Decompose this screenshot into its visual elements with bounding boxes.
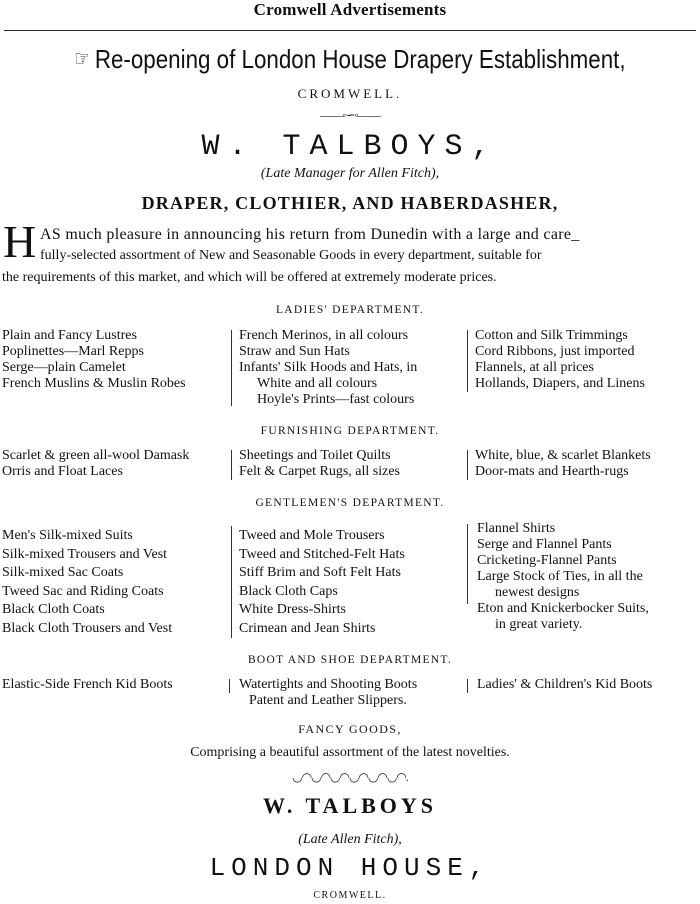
list-item: Orris and Float Laces	[2, 464, 123, 479]
list-item: Elastic-Side French Kid Boots	[2, 677, 173, 692]
headline	[49, 44, 651, 75]
list-item: Silk-mixed Trousers and Vest	[2, 546, 168, 562]
ladies-col-1	[2, 328, 186, 392]
gentlemen-col-2	[239, 527, 405, 639]
list-item: Ladies' & Children's Kid Boots	[477, 677, 653, 692]
gentlemen-col-3	[477, 521, 649, 633]
column-divider	[231, 330, 232, 406]
boot-col-3	[477, 677, 652, 693]
boot-col-1	[2, 677, 173, 693]
furnishing-col-3	[475, 448, 651, 480]
list-item: Flannel Shirts	[477, 521, 556, 536]
list-item: Hoyle's Prints—fast colours	[257, 392, 415, 407]
list-item: White, blue, & scarlet Blankets	[475, 448, 651, 463]
list-item: Men's Silk-mixed Suits	[2, 528, 133, 543]
list-item: Black Cloth Trousers and Vest	[2, 620, 173, 636]
list-item: Door-mats and Hearth-rugs	[475, 464, 629, 479]
list-item: in great variety.	[495, 617, 583, 632]
ornament-top: ——◦∽◦——	[320, 108, 380, 122]
intro-line-2: fully-selected assortment of New and Seasonable Goods in every department, suitable for	[40, 248, 542, 263]
list-item: Cotton and Silk Trimmings	[475, 328, 628, 343]
list-item: Poplinettes—Marl Repps	[2, 344, 144, 359]
list-item: Crimean and Jean Shirts	[239, 620, 376, 636]
section-title-gentlemen: GENTLEMEN'S DEPARTMENT.	[255, 497, 445, 509]
footer-name: W. TALBOYS	[262, 793, 438, 818]
list-item: White Dress-Shirts	[239, 602, 346, 618]
column-divider	[231, 450, 232, 480]
pointing-hand-icon: ☞	[74, 46, 90, 71]
gentlemen-col-1	[2, 527, 172, 639]
list-item: Tweed and Stitched-Felt Hats	[239, 546, 405, 562]
header-rule	[4, 30, 696, 31]
column-divider	[229, 679, 230, 693]
column-divider	[467, 450, 468, 480]
footer-town: CROMWELL.	[313, 890, 387, 901]
fancy-goods-title: FANCY GOODS,	[298, 722, 402, 736]
furnishing-col-1	[2, 448, 189, 480]
list-item: Black Cloth Coats	[2, 602, 105, 618]
running-head: Cromwell Advertisements	[253, 0, 447, 19]
list-item: Tweed and Mole Trousers	[239, 528, 385, 543]
section-title-ladies: LADIES' DEPARTMENT.	[275, 304, 425, 316]
list-item: Straw and Sun Hats	[239, 344, 350, 359]
footer-late: (Late Allen Fitch),	[298, 832, 402, 847]
list-item: Patent and Leather Slippers.	[249, 693, 407, 708]
intro-dropcap: H	[3, 216, 37, 267]
list-item: Watertights and Shooting Boots	[239, 677, 418, 692]
list-item: Eton and Knickerbocker Suits,	[477, 601, 649, 616]
column-divider	[231, 526, 232, 638]
list-item: White and all colours	[257, 376, 378, 391]
list-item: Serge and Flannel Pants	[477, 537, 612, 552]
headline-text: Re-opening of London House Drapery Establishment,	[94, 44, 626, 74]
list-item: Cord Ribbons, just imported	[475, 344, 635, 359]
intro-line-3: the requirements of this market, and which will be offered at extremely moderate prices.	[2, 270, 497, 285]
column-divider	[467, 679, 468, 693]
list-item: French Muslins & Muslin Robes	[2, 376, 186, 391]
list-item: Scarlet & green all-wool Damask	[2, 448, 190, 463]
section-title-boot: BOOT AND SHOE DEPARTMENT.	[247, 654, 453, 666]
column-divider	[467, 524, 468, 604]
list-item: Silk-mixed Sac Coats	[2, 565, 124, 581]
list-item: Hollands, Diapers, and Linens	[475, 376, 645, 391]
list-item: Serge—plain Camelet	[2, 360, 126, 375]
proprietor-trade: DRAPER, CLOTHIER, AND HABERDASHER,	[141, 193, 559, 213]
section-title-furnishing: FURNISHING DEPARTMENT.	[260, 425, 440, 437]
list-item: Black Cloth Caps	[239, 583, 338, 599]
list-item: Large Stock of Ties, in all the	[477, 569, 643, 584]
town-top: CROMWELL.	[297, 86, 403, 101]
list-item: Stiff Brim and Soft Felt Hats	[239, 565, 401, 581]
list-item: Felt & Carpet Rugs, all sizes	[239, 464, 400, 479]
ladies-col-2	[239, 328, 417, 408]
proprietor-name: W. TALBOYS,	[201, 130, 499, 164]
list-item: French Merinos, in all colours	[239, 328, 409, 343]
footer-house: LONDON HOUSE,	[209, 853, 491, 883]
list-item: Cricketing-Flannel Pants	[477, 553, 617, 568]
list-item: Sheetings and Toilet Quilts	[239, 448, 391, 463]
boot-col-2	[239, 677, 417, 709]
fancy-goods-text: Comprising a beautiful assortment of the latest novelties.	[190, 745, 510, 760]
furnishing-col-2	[239, 448, 400, 480]
intro-line-1: AS much pleasure in announcing his return from Dunedin with a large and care_	[40, 226, 580, 243]
column-divider	[467, 330, 468, 392]
ladies-col-3	[475, 328, 645, 392]
ornament-bottom: ◡◠◡◠◡◠◡◠◡◠◡◠.	[292, 770, 408, 784]
list-item: Plain and Fancy Lustres	[2, 328, 137, 343]
list-item: Infants' Silk Hoods and Hats, in	[239, 360, 418, 375]
list-item: Tweed Sac and Riding Coats	[2, 583, 164, 599]
list-item: Flannels, at all prices	[475, 360, 594, 375]
proprietor-late: (Late Manager for Allen Fitch),	[260, 166, 440, 181]
list-item: newest designs	[495, 585, 580, 600]
